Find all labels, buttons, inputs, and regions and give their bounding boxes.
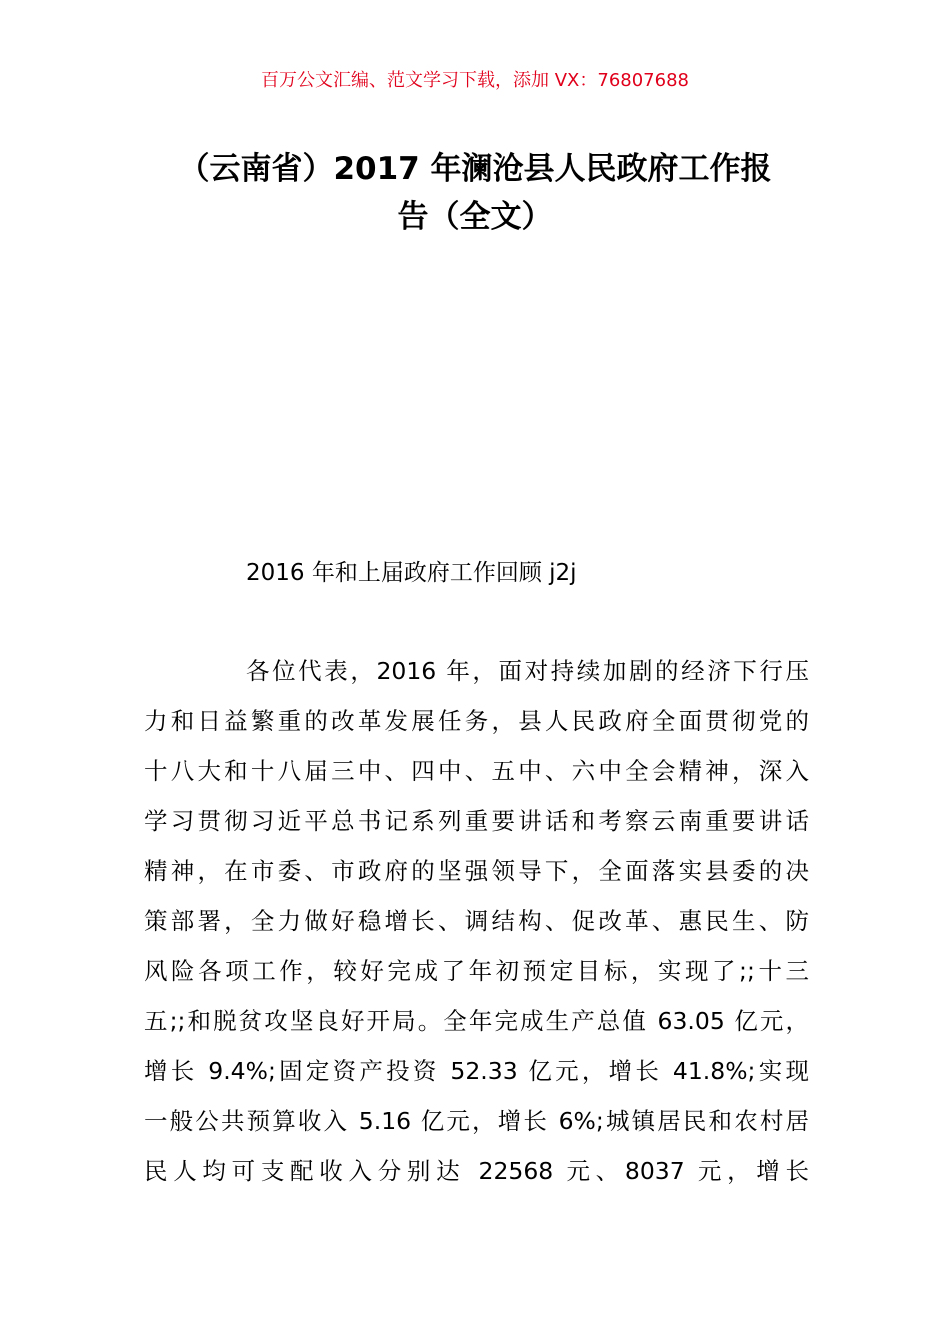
body-line: 五;;和脱贫攻坚良好开局。全年完成生产总值 63.05 亿元， bbox=[144, 1007, 809, 1035]
document-title bbox=[140, 145, 810, 241]
section-heading: 2016 年和上届政府工作回顾 j2j bbox=[246, 560, 577, 586]
body-line: 风险各项工作，较好完成了年初预定目标，实现了;;十三 bbox=[144, 957, 809, 985]
body-line: 一般公共预算收入 5.16 亿元，增长 6%;城镇居民和农村居 bbox=[144, 1107, 809, 1135]
body-line: 力和日益繁重的改革发展任务，县人民政府全面贯彻党的 bbox=[144, 707, 809, 735]
body-line: 十八大和十八届三中、四中、五中、六中全会精神，深入 bbox=[144, 757, 809, 785]
body-line: 学习贯彻习近平总书记系列重要讲话和考察云南重要讲话 bbox=[144, 807, 809, 835]
body-paragraph bbox=[144, 654, 809, 1204]
body-line: 民人均可支配收入分别达 22568 元、8037 元，增长 bbox=[144, 1157, 809, 1185]
body-line: 增长 9.4%;固定资产投资 52.33 亿元，增长 41.8%;实现 bbox=[144, 1057, 809, 1085]
watermark-banner: 百万公文汇编、范文学习下载，添加 VX：76807688 bbox=[261, 70, 689, 91]
body-line: 精神，在市委、市政府的坚强领导下，全面落实县委的决 bbox=[144, 857, 809, 885]
title-line-2: 告（全文） bbox=[397, 199, 553, 235]
title-line-1: （云南省）2017 年澜沧县人民政府工作报 bbox=[178, 151, 772, 187]
body-line: 策部署，全力做好稳增长、调结构、促改革、惠民生、防 bbox=[144, 907, 809, 935]
body-line: 各位代表，2016 年，面对持续加剧的经济下行压 bbox=[246, 657, 809, 685]
